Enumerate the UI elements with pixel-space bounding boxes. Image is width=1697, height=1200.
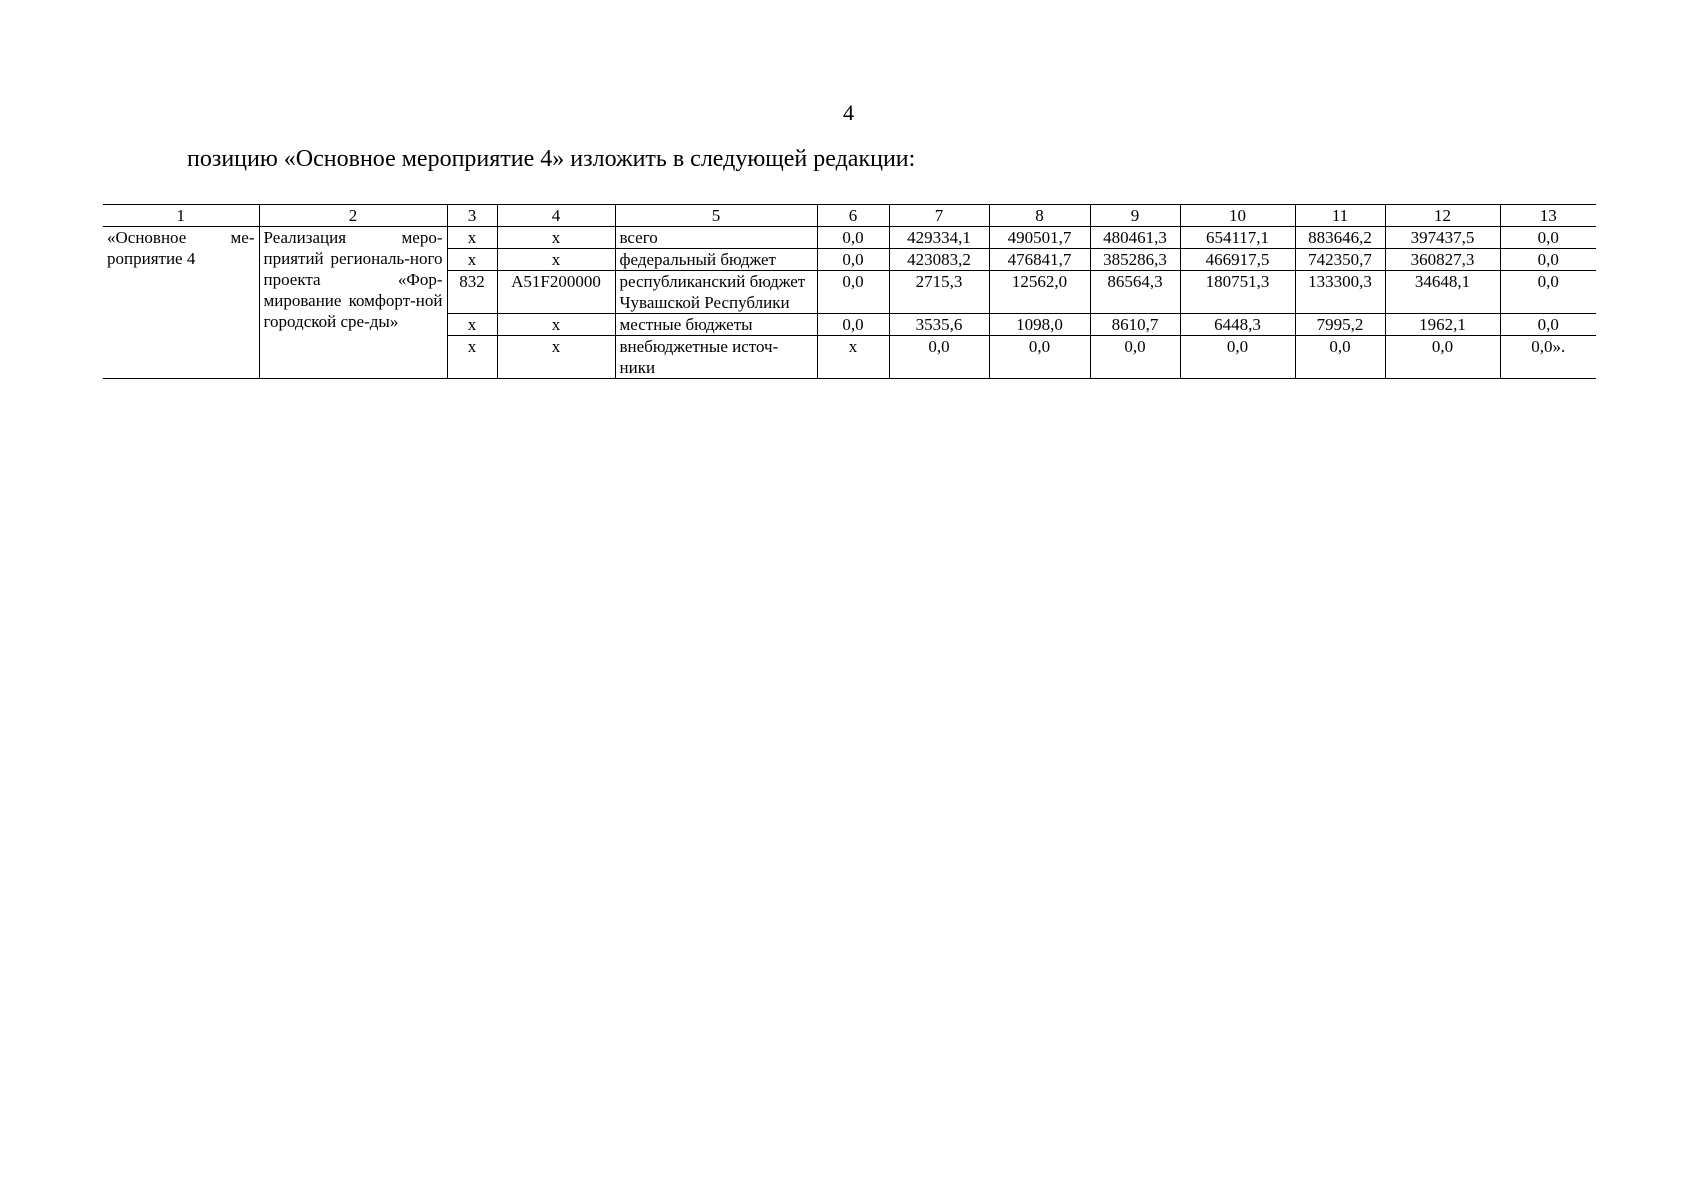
cell-col4: х [497, 249, 615, 271]
activity-description-cell: Реализация меро-приятий региональ-ного проекта «Фор-мирование комфорт-ной городской сре-ды» [259, 227, 447, 379]
value-cell: 0,0 [1500, 249, 1596, 271]
value-cell: 3535,6 [889, 314, 989, 336]
value-cell: 654117,1 [1180, 227, 1295, 249]
value-cell: 0,0 [817, 271, 889, 314]
value-cell: 12562,0 [989, 271, 1090, 314]
header-cell: 12 [1385, 205, 1500, 227]
header-cell: 11 [1295, 205, 1385, 227]
page-number: 4 [843, 100, 854, 125]
value-cell: 883646,2 [1295, 227, 1385, 249]
header-cell: 9 [1090, 205, 1180, 227]
value-cell: 0,0 [1500, 227, 1596, 249]
value-cell: 429334,1 [889, 227, 989, 249]
value-cell: 360827,3 [1385, 249, 1500, 271]
header-cell: 10 [1180, 205, 1295, 227]
value-cell: 0,0». [1500, 336, 1596, 379]
value-cell: 490501,7 [989, 227, 1090, 249]
value-cell: 0,0 [1500, 271, 1596, 314]
value-cell: 0,0 [1090, 336, 1180, 379]
header-cell: 7 [889, 205, 989, 227]
value-cell: 385286,3 [1090, 249, 1180, 271]
value-cell: 0,0 [889, 336, 989, 379]
value-cell: 6448,3 [1180, 314, 1295, 336]
value-cell: 0,0 [1180, 336, 1295, 379]
cell-col3: х [447, 336, 497, 379]
value-cell: 480461,3 [1090, 227, 1180, 249]
value-cell: 34648,1 [1385, 271, 1500, 314]
funding-source-cell: внебюджетные источ-ники [615, 336, 817, 379]
value-cell: 133300,3 [1295, 271, 1385, 314]
value-cell: 1098,0 [989, 314, 1090, 336]
value-cell: 0,0 [817, 314, 889, 336]
funding-source-cell: местные бюджеты [615, 314, 817, 336]
cell-col4: х [497, 336, 615, 379]
cell-col4: A51F200000 [497, 271, 615, 314]
funding-source-cell: всего [615, 227, 817, 249]
header-cell: 3 [447, 205, 497, 227]
header-cell: 6 [817, 205, 889, 227]
value-cell: 742350,7 [1295, 249, 1385, 271]
value-cell: 1962,1 [1385, 314, 1500, 336]
value-cell: 8610,7 [1090, 314, 1180, 336]
value-cell: 0,0 [1295, 336, 1385, 379]
cell-col3: 832 [447, 271, 497, 314]
intro-text: позицию «Основное мероприятие 4» изложить в следующей редакции: [187, 146, 916, 172]
funding-source-cell: федеральный бюджет [615, 249, 817, 271]
cell-col4: х [497, 227, 615, 249]
header-cell: 13 [1500, 205, 1596, 227]
value-cell: 7995,2 [1295, 314, 1385, 336]
header-cell: 1 [103, 205, 259, 227]
value-cell: 0,0 [1385, 336, 1500, 379]
value-cell: 0,0 [817, 227, 889, 249]
value-cell: 397437,5 [1385, 227, 1500, 249]
cell-col3: х [447, 249, 497, 271]
value-cell: 180751,3 [1180, 271, 1295, 314]
funding-source-cell: республиканский бюджет Чувашской Республики [615, 271, 817, 314]
value-cell: 423083,2 [889, 249, 989, 271]
value-cell: 86564,3 [1090, 271, 1180, 314]
value-cell: х [817, 336, 889, 379]
cell-col3: х [447, 227, 497, 249]
cell-col3: х [447, 314, 497, 336]
cell-col4: х [497, 314, 615, 336]
value-cell: 466917,5 [1180, 249, 1295, 271]
activity-name-cell: «Основное ме-роприятие 4 [103, 227, 259, 379]
header-cell: 5 [615, 205, 817, 227]
header-cell: 4 [497, 205, 615, 227]
value-cell: 476841,7 [989, 249, 1090, 271]
table-row [103, 227, 1596, 249]
value-cell: 0,0 [989, 336, 1090, 379]
header-cell: 8 [989, 205, 1090, 227]
table-header-row [103, 205, 1596, 227]
header-cell: 2 [259, 205, 447, 227]
value-cell: 0,0 [1500, 314, 1596, 336]
value-cell: 0,0 [817, 249, 889, 271]
budget-table [103, 204, 1596, 379]
value-cell: 2715,3 [889, 271, 989, 314]
